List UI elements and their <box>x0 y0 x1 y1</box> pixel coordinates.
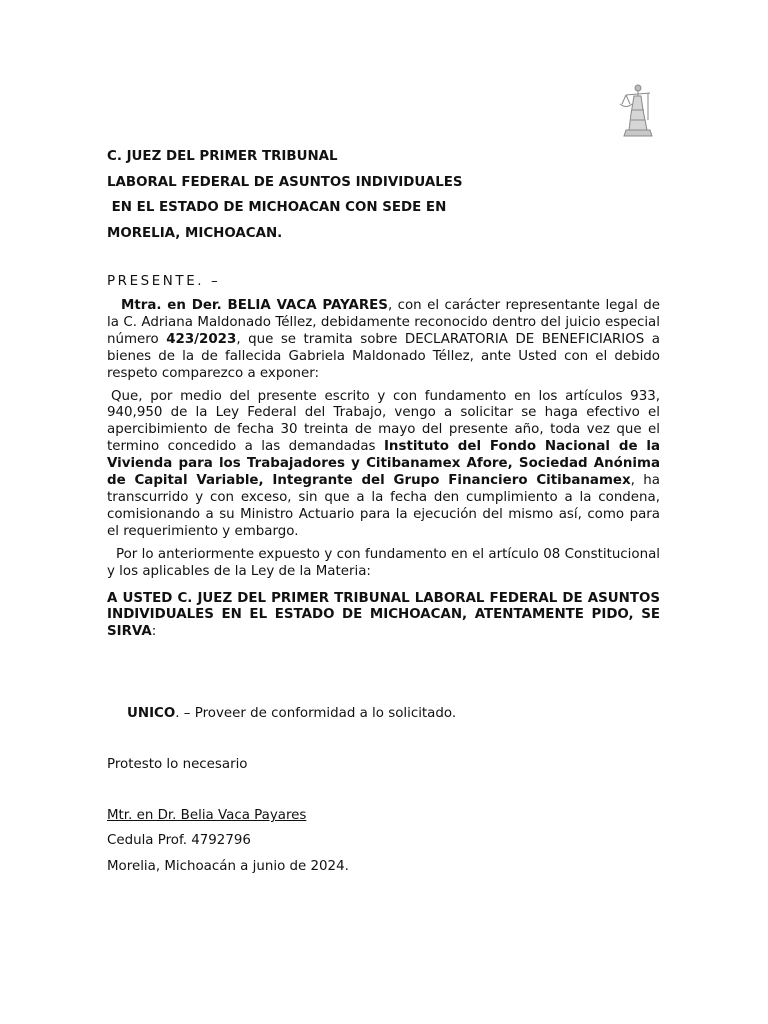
document-body <box>107 298 660 647</box>
foundation-paragraph: Por lo anteriormente expuesto y con fundamento en el artículo 08 Constitucional y los aplicables de la Ley de la Materia: <box>107 546 660 579</box>
addressee-block <box>107 147 667 249</box>
addressee-line-1: C. JUEZ DEL PRIMER TRIBUNAL <box>107 149 338 164</box>
unico-label: UNICO <box>127 706 176 721</box>
protesto-line: Protesto lo necesario <box>107 757 248 772</box>
petition-paragraph <box>107 591 660 642</box>
representative-name: Mtra. en Der. BELIA VACA PAYARES <box>121 298 388 313</box>
cedula-line: Cedula Prof. 4792796 <box>107 833 251 848</box>
petition-colon: : <box>151 624 157 640</box>
presente-heading: PRESENTE. – <box>107 274 221 289</box>
unico-text: . – Proveer de conformidad a lo solicitado. <box>175 706 457 721</box>
intro-paragraph <box>107 298 660 383</box>
place-date-line: Morelia, Michoacán a junio de 2024. <box>107 859 349 874</box>
request-paragraph <box>107 389 660 541</box>
request-text-2: , ha transcurrido y con exceso, sin que a la fecha den cumplimiento a la condena, comisionando a su Ministro Actuario para la ejecución del mismo así, como para el requerimiento y embargo. <box>107 473 660 539</box>
addressee-line-4: MORELIA, MICHOACAN. <box>107 225 283 241</box>
intro-text-2: , que se tramita sobre DECLARATORIA DE BENEFICIARIOS a bienes de la de fallecida Gabriela Maldonado Téllez, ante Usted con el debido respeto comparezco a exponer: <box>107 331 661 381</box>
petition-text: A USTED C. JUEZ DEL PRIMER TRIBUNAL LABORAL FEDERAL DE ASUNTOS INDIVIDUALES EN EL ESTADO DE MICHOACAN, ATENTAMENTE PIDO, SE SIRVA <box>107 590 660 640</box>
signature-name: Mtr. en Dr. Belia Vaca Payares <box>107 808 307 823</box>
intro-text-1: , con el carácter representante legal de la C. Adriana Maldonado Téllez, debidamente reconocido dentro del juicio especial número <box>107 298 661 347</box>
unico-line <box>127 706 456 721</box>
case-number: 423/2023 <box>166 331 237 347</box>
addressee-line-3: EN EL ESTADO DE MICHOACAN CON SEDE EN <box>107 200 447 215</box>
justice-statue-icon <box>612 80 662 140</box>
request-text-1: Que, por medio del presente escrito y con fundamento en los artículos 933, 940,950 de la Ley Federal del Trabajo, vengo a solicitar se haga efectivo el apercibimiento de fecha 30 treinta de mayo del presente año, toda vez que el termino concedido a las demandadas <box>107 388 660 455</box>
defendants-names: Instituto del Fondo Nacional de la Vivienda para los Trabajadores y Citibanamex Afore, Sociedad Anónima de Capital Variable, Integrante del Grupo Financiero Citibanamex <box>107 439 661 489</box>
addressee-line-2: LABORAL FEDERAL DE ASUNTOS INDIVIDUALES <box>107 174 463 190</box>
